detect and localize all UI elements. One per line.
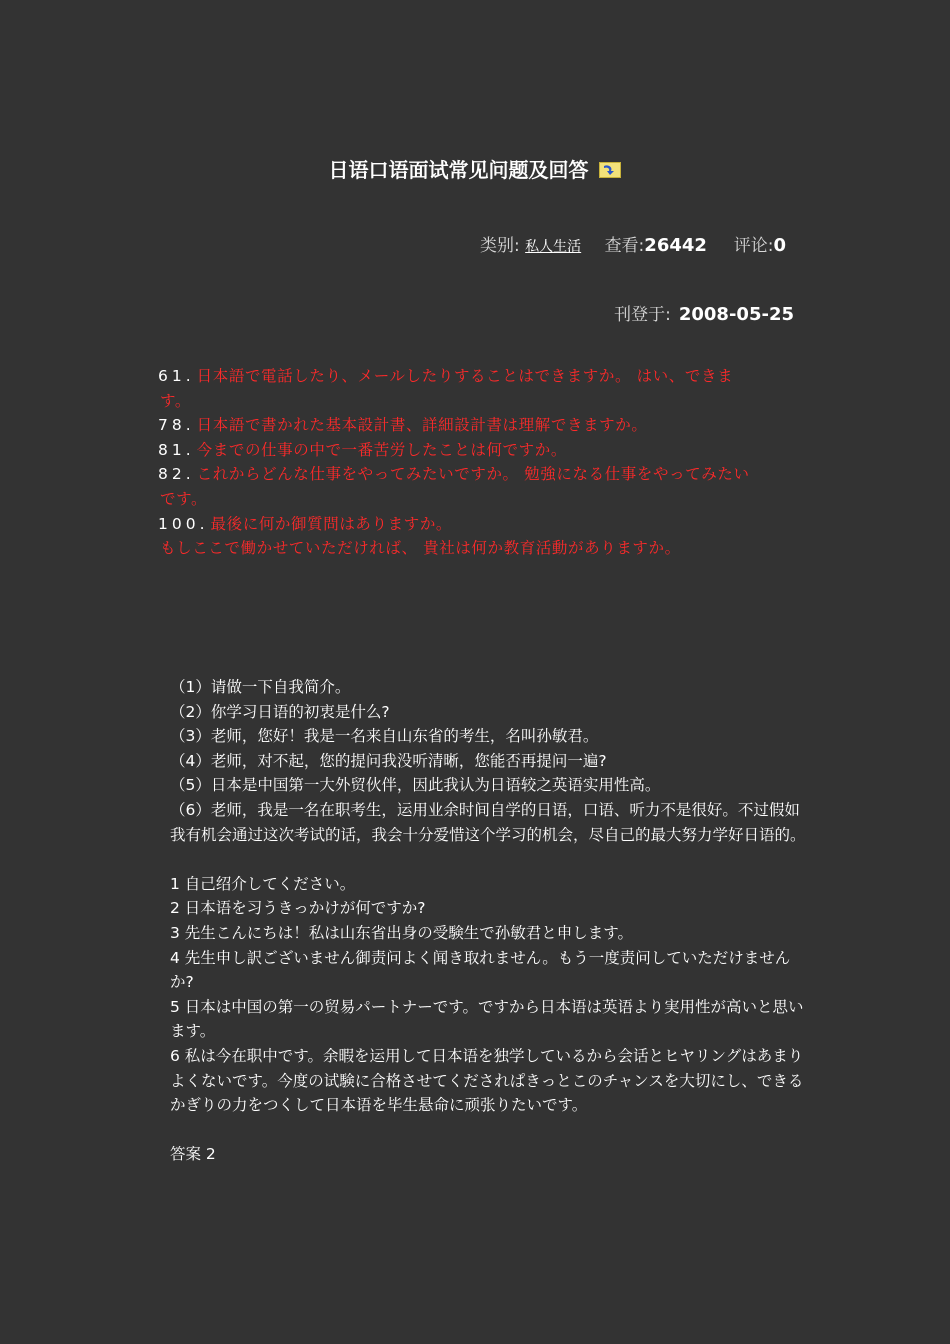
japanese-line: 4 先生申し訳ございません御责问よく闻き取れません。もう一度责问していただけませんか?	[170, 948, 791, 992]
chinese-line: （3）老师，您好！我是一名来自山东省的考生，名叫孙敏君。	[170, 727, 599, 746]
views-label: 查看:	[604, 236, 645, 256]
title-text: 日语口语面试常见问题及回答	[328, 158, 589, 183]
japanese-line: 6 私は今在职中です。余暇を运用して日本语を独学しているから会话とヒヤリングはあまりよくないです。今度の试験に合格させてくだされぱきっとこのチャンスを大切にし、できるかぎりの力をつくして日本语を毕生悬命に顽张りたいです。	[170, 1046, 804, 1115]
qa-line: 61. 日本語で電話したり、メールしたりすることはできますか。 はい、できま	[158, 367, 734, 385]
category-label: 类别:	[480, 236, 520, 256]
page-title	[0, 156, 950, 184]
japanese-line: 3 先生こんにちは！私は山东省出身の受験生で孙敏君と申します。	[170, 923, 634, 942]
qa-line: 78. 日本語で書かれた基本設計書、詳細設計書は理解できますか。	[158, 416, 648, 435]
qa-line: 81. 今までの仕事の中で一番苦労したことは何ですか。	[158, 440, 567, 459]
chinese-line: （5）日本是中国第一大外贸伙伴，因此我认为日语较之英语实用性高。	[170, 776, 661, 795]
qa-line: です。	[160, 489, 208, 508]
japanese-line: 1 自己绍介してください。	[170, 874, 356, 893]
comments-count: 0	[773, 235, 786, 256]
date-label: 刊登于:	[614, 305, 671, 325]
publish-date	[614, 302, 794, 328]
arrow-swirl-icon	[599, 162, 621, 178]
article-body	[170, 675, 806, 1167]
views-count: 26442	[644, 235, 707, 256]
chinese-line: （1）请做一下自我简介。	[170, 678, 351, 696]
article-meta	[480, 233, 786, 260]
chinese-line: （4）老师，对不起，您的提问我没听清晰，您能否再提问一遍?	[170, 751, 607, 770]
qa-line: もしここで働かせていただければ、 貴社は何か教育活動がありますか。	[160, 539, 681, 558]
qa-line: す。	[160, 391, 191, 410]
comments-label: 评论:	[733, 236, 774, 256]
japanese-line: 5 日本は中国の第一の贸易パートナーです。ですから日本语は英语より実用性が高いと思います。	[170, 997, 804, 1041]
category-link[interactable]: 私人生活	[525, 239, 582, 255]
answer-label: 答案 2	[170, 1145, 216, 1164]
qa-line: 100. 最後に何か御質問はありますか。	[158, 514, 453, 533]
chinese-line: （2）你学习日语的初衷是什么?	[170, 702, 390, 721]
chinese-line: （6）老师，我是一名在职考生，运用业余时间自学的日语，口语、听力不是很好。不过假如我有机会通过这次考试的话，我会十分爱惜这个学习的机会，尽自己的最大努力学好日语的。	[170, 800, 806, 844]
date-value: 2008-05-25	[678, 304, 794, 325]
japanese-line: 2 日本语を习うきっかけが何ですか?	[170, 899, 426, 918]
qa-list	[158, 364, 798, 561]
qa-line: 82. これからどんな仕事をやってみたいですか。 勉強になる仕事をやってみたい	[158, 465, 750, 484]
